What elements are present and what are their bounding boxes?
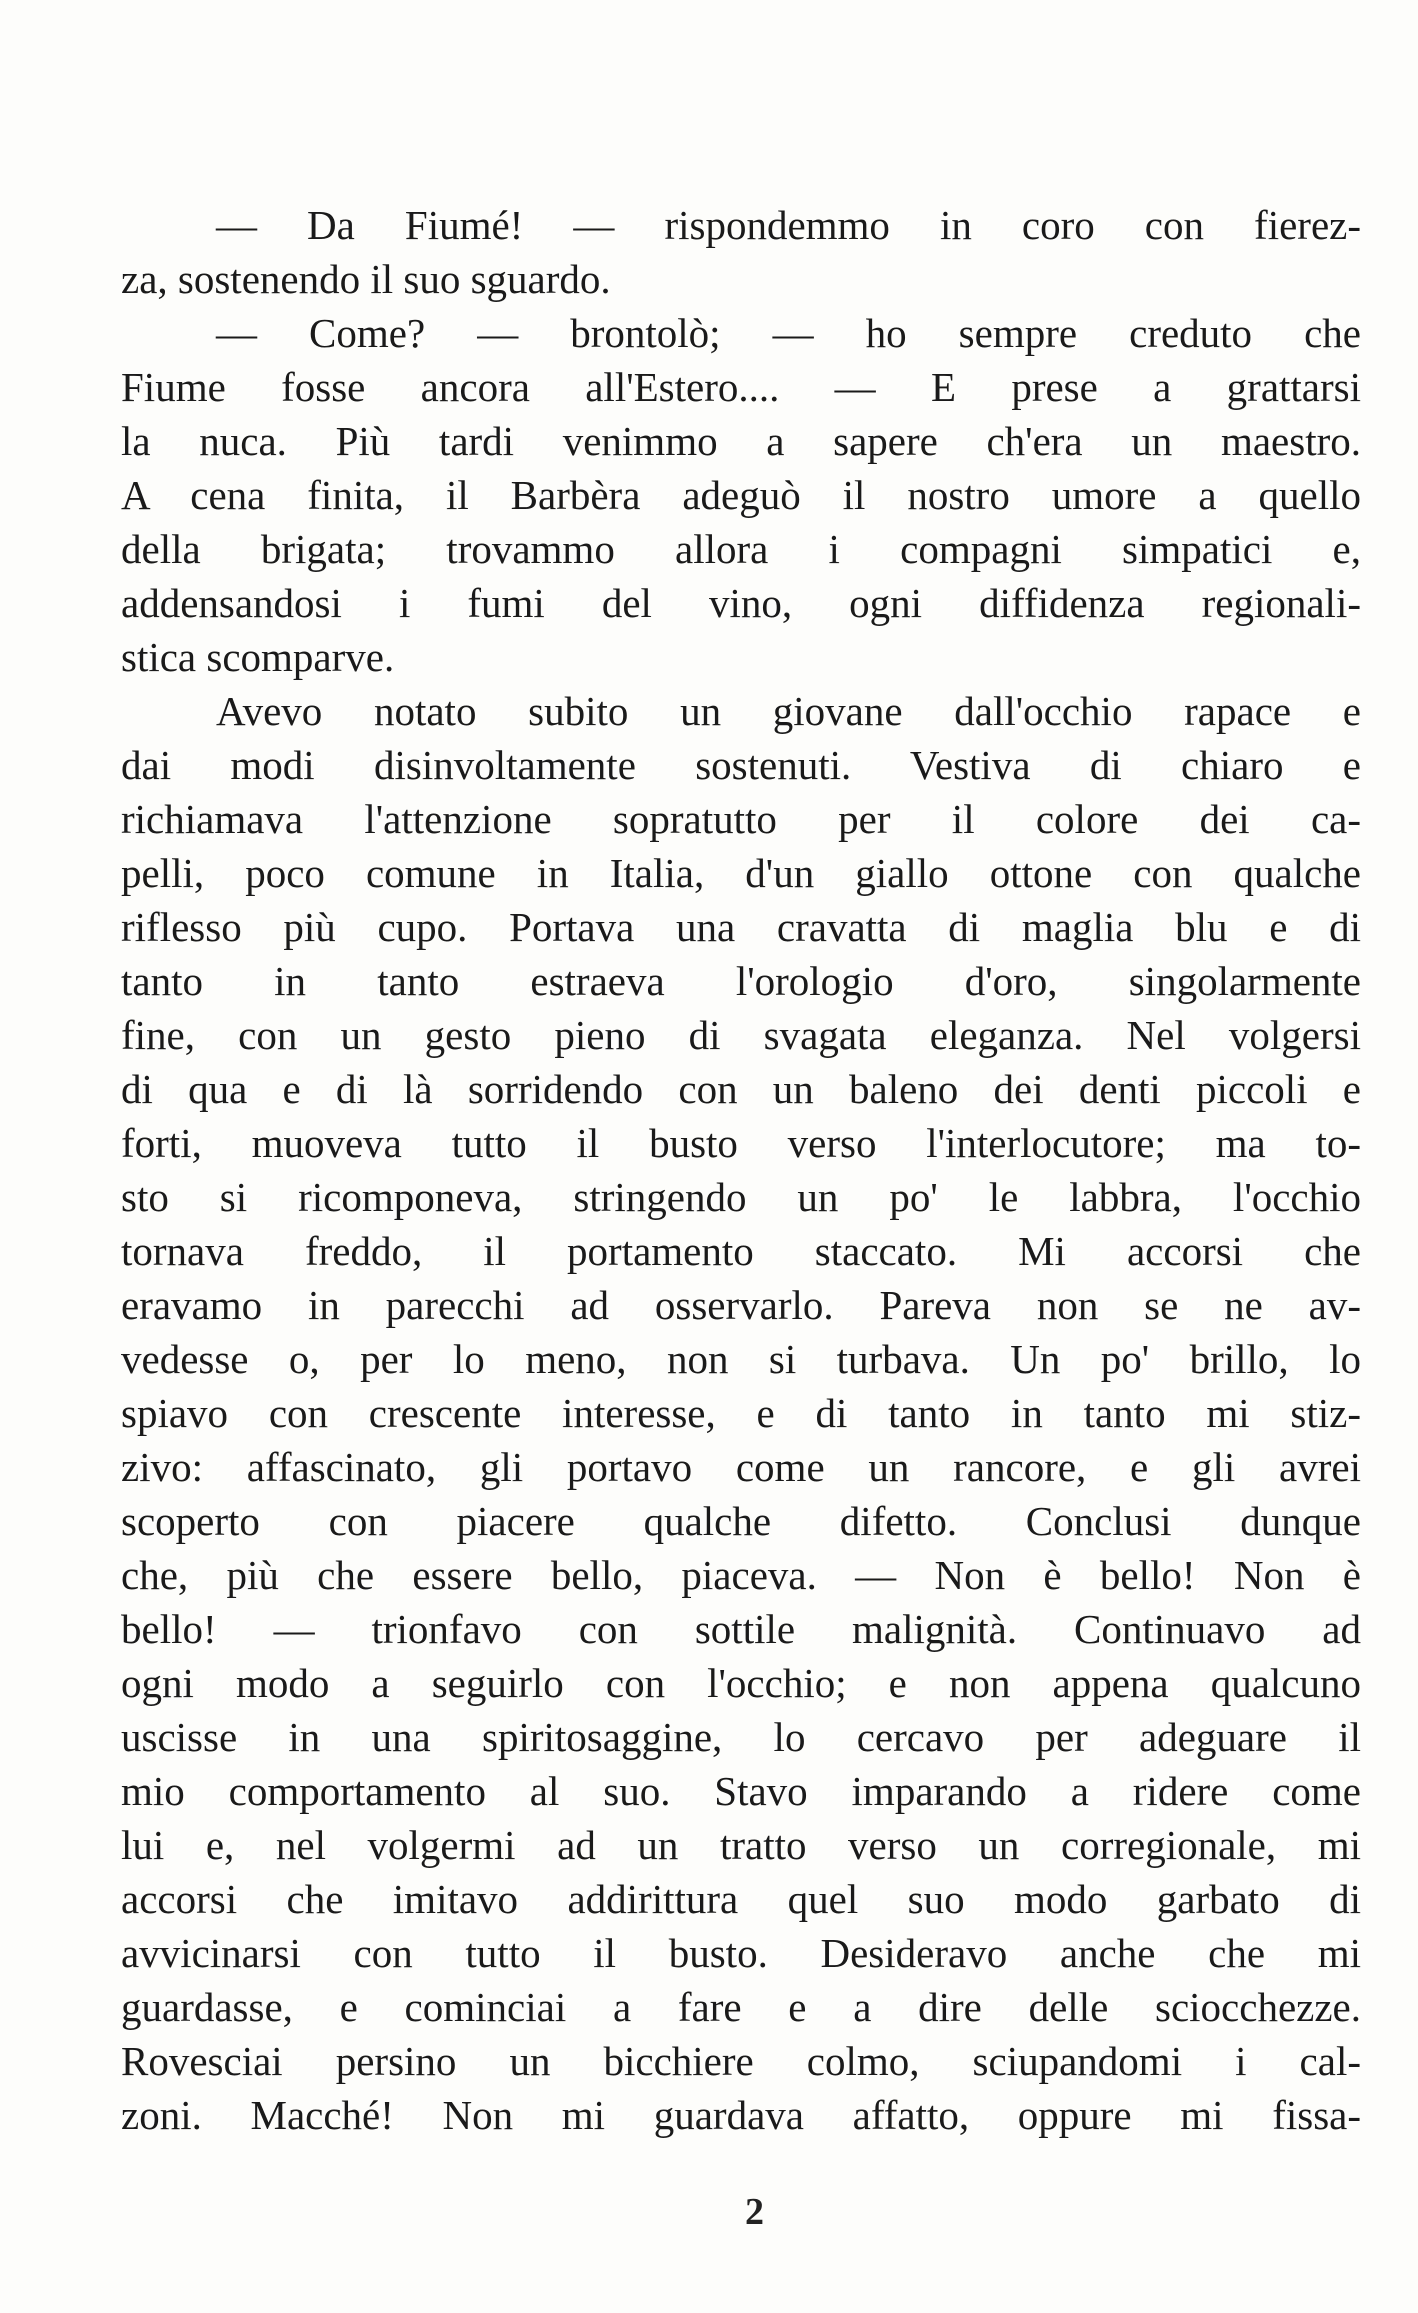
text-line: mio comportamento al suo. Stavo imparando a ridere come bbox=[121, 1768, 1361, 1814]
text-line: tornava freddo, il portamento staccato. Mi accorsi che bbox=[121, 1228, 1361, 1274]
text-line: ogni modo a seguirlo con l'occhio; e non appena qualcuno bbox=[121, 1660, 1361, 1706]
text-line: addensandosi i fumi del vino, ogni diffidenza regionali- bbox=[121, 580, 1361, 626]
text-line: zoni. Macché! Non mi guardava affatto, oppure mi fissa- bbox=[121, 2092, 1361, 2138]
text-line: bello! — trionfavo con sottile malignità. Continuavo ad bbox=[121, 1606, 1361, 1652]
text-line: pelli, poco comune in Italia, d'un giallo ottone con qualche bbox=[121, 850, 1361, 896]
text-line: lui e, nel volgermi ad un tratto verso un corregionale, mi bbox=[121, 1822, 1361, 1868]
text-line: uscisse in una spiritosaggine, lo cercavo per adeguare il bbox=[121, 1714, 1361, 1760]
text-line: za, sostenendo il suo sguardo. bbox=[121, 256, 611, 302]
text-line: Rovesciai persino un bicchiere colmo, sciupandomi i cal- bbox=[121, 2038, 1361, 2084]
text-line: eravamo in parecchi ad osservarlo. Pareva non se ne av- bbox=[121, 1282, 1361, 1328]
text-line: A cena finita, il Barbèra adeguò il nostro umore a quello bbox=[121, 472, 1361, 518]
text-line: vedesse o, per lo meno, non si turbava. Un po' brillo, lo bbox=[121, 1336, 1361, 1382]
text-line: Fiume fosse ancora all'Estero.... — E prese a grattarsi bbox=[121, 364, 1361, 410]
text-line: stica scomparve. bbox=[121, 634, 395, 680]
text-line: Avevo notato subito un giovane dall'occhio rapace e bbox=[216, 688, 1361, 734]
text-line: guardasse, e cominciai a fare e a dire delle sciocchezze. bbox=[121, 1984, 1361, 2030]
text-line: della brigata; trovammo allora i compagni simpatici e, bbox=[121, 526, 1361, 572]
text-line: forti, muoveva tutto il busto verso l'interlocutore; ma to- bbox=[121, 1120, 1361, 1166]
page-number: 2 bbox=[745, 2191, 764, 2233]
text-line: — Da Fiumé! — rispondemmo in coro con fierez- bbox=[216, 202, 1361, 248]
text-line: richiamava l'attenzione sopratutto per il colore dei ca- bbox=[121, 796, 1361, 842]
text-line: — Come? — brontolò; — ho sempre creduto che bbox=[216, 310, 1361, 356]
text-line: avvicinarsi con tutto il busto. Desideravo anche che mi bbox=[121, 1930, 1361, 1976]
text-line: accorsi che imitavo addirittura quel suo modo garbato di bbox=[121, 1876, 1361, 1922]
text-line: dai modi disinvoltamente sostenuti. Vestiva di chiaro e bbox=[121, 742, 1361, 788]
text-line: di qua e di là sorridendo con un baleno dei denti piccoli e bbox=[121, 1066, 1361, 1112]
text-line: scoperto con piacere qualche difetto. Conclusi dunque bbox=[121, 1498, 1361, 1544]
text-line: spiavo con crescente interesse, e di tanto in tanto mi stiz- bbox=[121, 1390, 1361, 1436]
text-line: fine, con un gesto pieno di svagata eleganza. Nel volgersi bbox=[121, 1012, 1361, 1058]
text-line: riflesso più cupo. Portava una cravatta di maglia blu e di bbox=[121, 904, 1361, 950]
text-line: zivo: affascinato, gli portavo come un rancore, e gli avrei bbox=[121, 1444, 1361, 1490]
text-line: sto si ricomponeva, stringendo un po' le labbra, l'occhio bbox=[121, 1174, 1361, 1220]
page-body-text bbox=[121, 198, 1361, 2142]
text-line: che, più che essere bello, piaceva. — Non è bello! Non è bbox=[121, 1552, 1361, 1598]
text-line: la nuca. Più tardi venimmo a sapere ch'era un maestro. bbox=[121, 418, 1361, 464]
text-line: tanto in tanto estraeva l'orologio d'oro, singolarmente bbox=[121, 958, 1361, 1004]
